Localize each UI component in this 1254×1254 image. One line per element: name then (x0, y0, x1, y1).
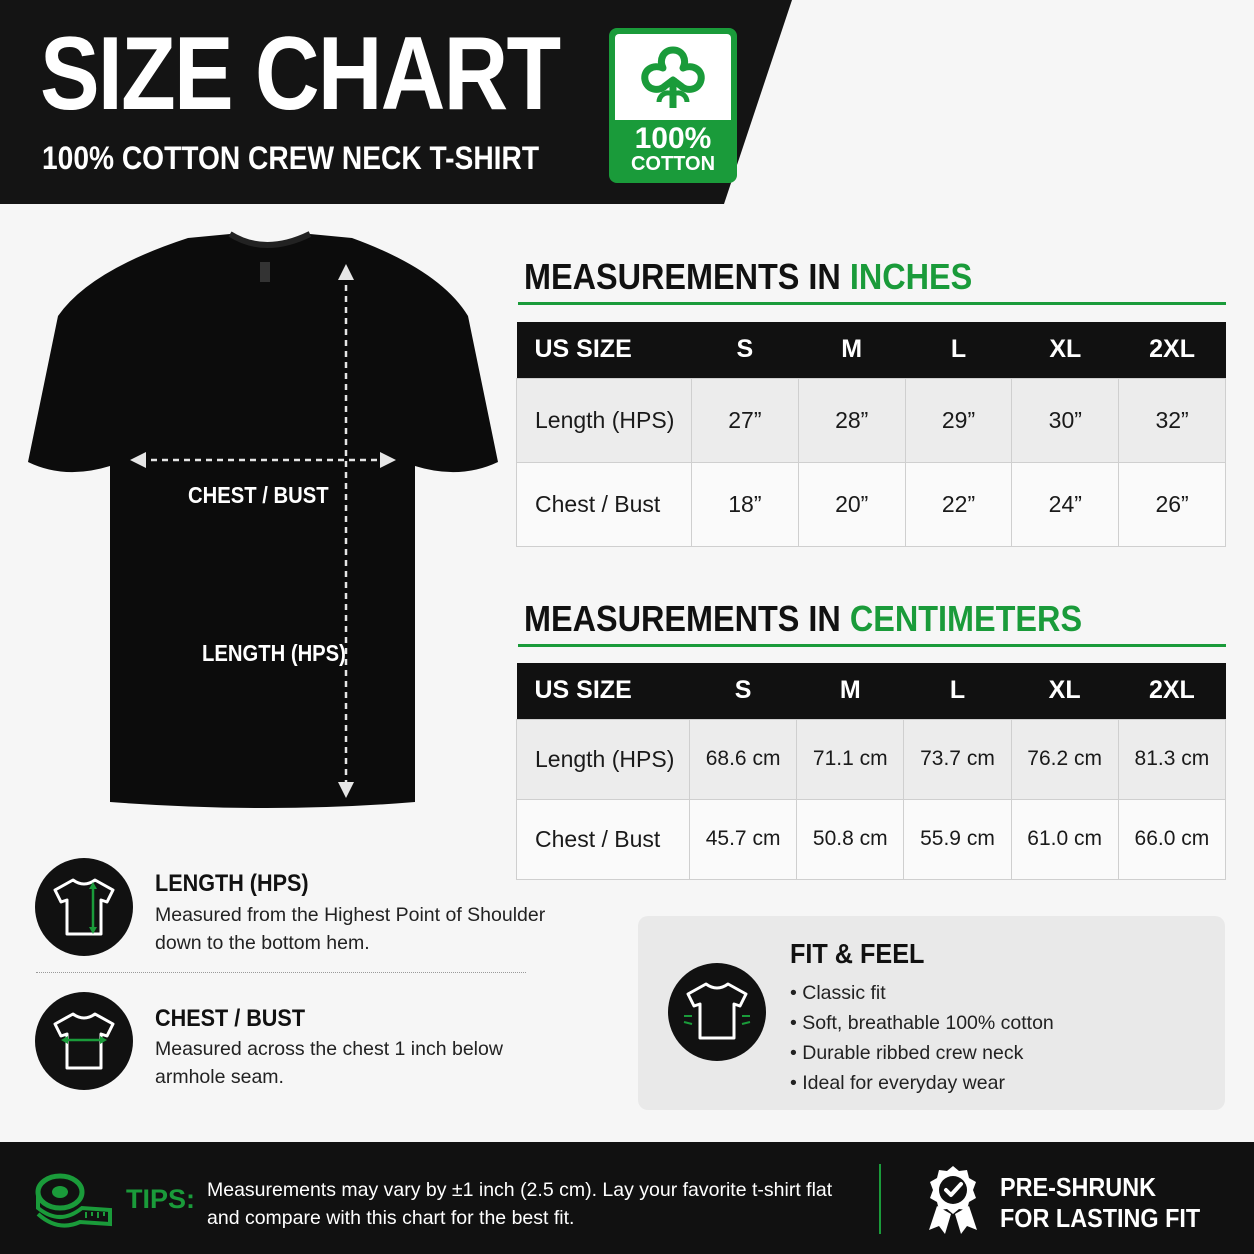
length-definition-text (155, 901, 575, 957)
preshrunk-line: PRE-SHRUNK (1000, 1172, 1157, 1202)
length-definition-title: LENGTH (HPS) (155, 870, 309, 897)
length-hps-label: LENGTH (HPS) (202, 640, 346, 666)
cm-title-accent: CENTIMETERS (849, 598, 1083, 639)
cm-header-cell: S (690, 663, 797, 719)
row-label: Chest / Bust (517, 799, 690, 879)
shirt-fit-icon (668, 963, 766, 1061)
list-item: • Durable ribbed crew neck (790, 1038, 1054, 1068)
table-cell: 45.7 cm (690, 799, 797, 879)
cm-header-cell: US SIZE (517, 663, 690, 719)
shirt-illustration (20, 230, 510, 820)
tips-line: and compare with this chart for the best fit. (207, 1207, 575, 1229)
cm-title-prefix: MEASUREMENTS IN (524, 598, 841, 639)
list-item: • Soft, breathable 100% cotton (790, 1008, 1054, 1038)
centimeters-table (516, 663, 1226, 880)
footer-divider (879, 1164, 881, 1234)
chest-bust-label: CHEST / BUST (188, 482, 329, 508)
inches-title-prefix: MEASUREMENTS IN (524, 256, 841, 297)
row-label: Length (HPS) (517, 378, 692, 462)
chest-definition-line: Measured across the chest 1 inch below (155, 1038, 503, 1060)
list-item: • Classic fit (790, 978, 1054, 1008)
fit-feel-list (790, 978, 1054, 1098)
cm-header-cell: M (797, 663, 904, 719)
cm-section-title (524, 598, 1082, 640)
cm-header-cell: 2XL (1118, 663, 1225, 719)
table-cell: 55.9 cm (904, 799, 1011, 879)
inches-header-cell: XL (1012, 322, 1119, 378)
table-cell: 50.8 cm (797, 799, 904, 879)
table-cell: 71.1 cm (797, 719, 904, 799)
table-cell: 61.0 cm (1011, 799, 1118, 879)
inches-title-accent: INCHES (849, 256, 973, 297)
cm-header-cell: XL (1011, 663, 1118, 719)
page-subtitle: 100% COTTON CREW NECK T-SHIRT (42, 140, 540, 176)
chest-definition-title: CHEST / BUST (155, 1005, 306, 1032)
badge-percent: 100% (634, 122, 712, 155)
measuring-tape-icon (34, 1170, 114, 1228)
inches-table (516, 322, 1226, 547)
footer (0, 1142, 1254, 1254)
tips-label: TIPS: (126, 1184, 196, 1214)
table-row (517, 719, 1226, 799)
cm-header-row (517, 663, 1226, 719)
page-title: SIZE CHART (40, 16, 560, 132)
table-row (517, 378, 1226, 462)
table-row (517, 799, 1226, 879)
table-cell: 24” (1012, 462, 1119, 546)
table-cell: 73.7 cm (904, 719, 1011, 799)
cm-header-cell: L (904, 663, 1011, 719)
tips-line: Measurements may vary by ±1 inch (2.5 cm). Lay your favorite t-shirt flat (207, 1179, 833, 1201)
length-definition-line: Measured from the Highest Point of Shoulder (155, 904, 546, 926)
shirt-length-icon (35, 858, 133, 956)
inches-header-row (517, 322, 1226, 378)
table-cell: 26” (1119, 462, 1226, 546)
table-cell: 28” (798, 378, 905, 462)
cm-section-rule (518, 644, 1226, 647)
chest-definition-text (155, 1035, 575, 1091)
row-label: Length (HPS) (517, 719, 690, 799)
table-cell: 30” (1012, 378, 1119, 462)
table-cell: 66.0 cm (1118, 799, 1225, 879)
tshirt-image (20, 230, 510, 820)
cotton-badge (609, 28, 737, 183)
length-definition-line: down to the bottom hem. (155, 932, 370, 954)
inches-header-cell: US SIZE (517, 322, 692, 378)
table-cell: 20” (798, 462, 905, 546)
badge-label: COTTON (630, 153, 716, 175)
table-cell: 76.2 cm (1011, 719, 1118, 799)
list-item: • Ideal for everyday wear (790, 1068, 1054, 1098)
table-row (517, 462, 1226, 546)
table-cell: 22” (905, 462, 1012, 546)
row-label: Chest / Bust (517, 462, 692, 546)
fit-feel-title: FIT & FEEL (790, 938, 925, 969)
inches-header-cell: 2XL (1119, 322, 1226, 378)
preshrunk-line: FOR LASTING FIT (1000, 1203, 1201, 1233)
table-cell: 27” (692, 378, 799, 462)
table-cell: 68.6 cm (690, 719, 797, 799)
table-cell: 29” (905, 378, 1012, 462)
inches-section-rule (518, 302, 1226, 305)
fit-feel-panel (638, 916, 1225, 1110)
inches-header-cell: L (905, 322, 1012, 378)
header (0, 0, 1254, 204)
inches-header-cell: M (798, 322, 905, 378)
cotton-boll-icon (633, 42, 713, 112)
table-cell: 32” (1119, 378, 1226, 462)
preshrunk-text (1000, 1172, 1200, 1234)
tips-text (207, 1176, 857, 1232)
shirt-chest-icon (35, 992, 133, 1090)
inches-header-cell: S (692, 322, 799, 378)
table-cell: 18” (692, 462, 799, 546)
inches-section-title (524, 256, 972, 298)
table-cell: 81.3 cm (1118, 719, 1225, 799)
definition-divider (36, 972, 526, 973)
award-ribbon-check-icon (923, 1164, 983, 1236)
chest-definition-line: armhole seam. (155, 1066, 284, 1088)
